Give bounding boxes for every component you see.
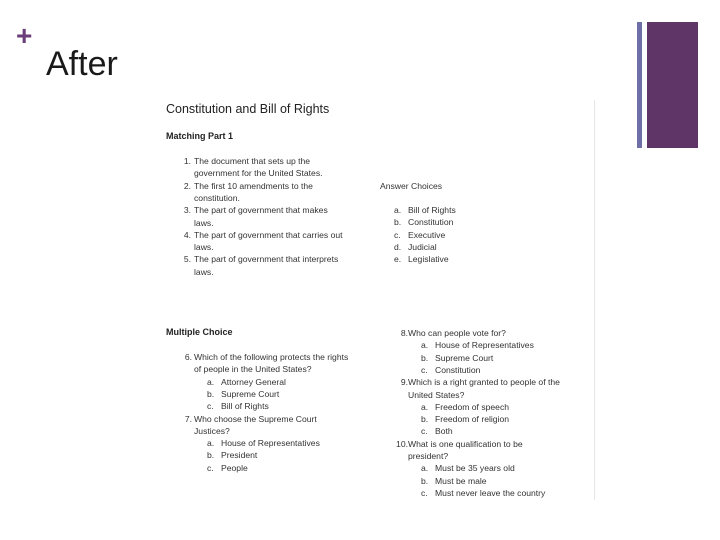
option-letter: a. (207, 438, 215, 449)
question-number: 6. (184, 352, 192, 362)
option-letter: c. (207, 462, 214, 473)
option-letter: c. (421, 487, 428, 498)
option-letter: b. (207, 450, 215, 461)
option-letter: c. (207, 401, 214, 412)
question-text-line: The part of government that makes (194, 205, 328, 216)
answer-text: Bill of Rights (408, 205, 456, 215)
question-number: 5. (183, 254, 191, 265)
question-number: 8. (400, 328, 408, 338)
option-text: Both (435, 426, 453, 437)
question-text-line: Who can people vote for? (408, 328, 506, 338)
option-letter: a. (421, 401, 429, 412)
option-text: Constitution (435, 364, 481, 375)
question-text-line: laws. (194, 242, 214, 253)
answer-text: Judicial (408, 241, 437, 252)
question-number: 10. (396, 438, 408, 449)
answer-text: Constitution (408, 217, 454, 228)
question-text-line: laws. (194, 266, 214, 277)
question-text-line: The part of government that interprets (194, 254, 339, 265)
answer-choices-heading: Answer Choices (380, 181, 443, 191)
question-number: 4. (183, 229, 191, 240)
answer-letter: e. (394, 254, 402, 265)
question-text-line: Which of the following protects the rights (194, 352, 349, 362)
answer-text: Legislative (408, 254, 449, 265)
question-text-line: Which is a right granted to people of the (408, 377, 560, 388)
option-letter: a. (421, 463, 429, 474)
answer-letter: b. (394, 217, 402, 228)
option-text: Must be male (435, 475, 487, 486)
option-text: Must never leave the country (435, 487, 546, 498)
option-letter: b. (421, 414, 429, 425)
question-text-line: The document that sets up the (194, 156, 311, 166)
option-text: Bill of Rights (221, 401, 269, 412)
option-letter: b. (421, 475, 429, 486)
option-text: Supreme Court (435, 352, 494, 363)
question-number: 1. (183, 156, 191, 166)
question-text-line: United States? (408, 389, 465, 400)
question-text-line: What is one qualification to be (408, 438, 523, 449)
option-text: Supreme Court (221, 388, 280, 399)
question-text-line: The part of government that carries out (194, 229, 343, 240)
option-text: Attorney General (221, 376, 286, 387)
option-letter: c. (421, 364, 428, 375)
answer-text: Executive (408, 229, 446, 240)
question-number: 2. (183, 180, 191, 191)
option-text: House of Representatives (435, 340, 534, 351)
worksheet-image (158, 100, 595, 500)
option-letter: a. (207, 376, 215, 387)
question-text-line: laws. (194, 217, 214, 228)
answer-letter: c. (394, 229, 401, 240)
worksheet-title: Constitution and Bill of Rights (166, 102, 330, 116)
question-text-line: of people in the United States? (194, 364, 312, 375)
option-text: Freedom of speech (435, 401, 510, 412)
question-text-line: Who choose the Supreme Court (194, 413, 317, 424)
question-text-line: constitution. (194, 192, 240, 203)
decorative-bar-thick (647, 22, 698, 148)
answer-letter: d. (394, 241, 402, 252)
question-text-line: Justices? (194, 425, 230, 436)
option-letter: b. (421, 352, 429, 363)
question-number: 7. (184, 413, 192, 424)
answer-letter: a. (394, 205, 402, 215)
decorative-bar-thin (637, 22, 642, 148)
multiple-choice-heading: Multiple Choice (166, 327, 233, 337)
option-letter: a. (421, 340, 429, 351)
option-text: Must be 35 years old (435, 463, 515, 474)
question-text-line: The first 10 amendments to the (194, 180, 313, 191)
plus-icon: + (16, 20, 33, 51)
option-text: House of Representatives (221, 438, 320, 449)
option-letter: b. (207, 388, 215, 399)
question-text-line: president? (408, 451, 449, 461)
option-text: President (221, 450, 258, 461)
option-text: People (221, 462, 248, 473)
option-text: Freedom of religion (435, 414, 510, 425)
question-text-line: government for the United States. (194, 168, 323, 179)
option-letter: c. (421, 426, 428, 437)
slide-title: After (46, 45, 118, 83)
matching-heading: Matching Part 1 (166, 131, 234, 141)
question-number: 3. (183, 205, 191, 216)
question-number: 9. (400, 377, 408, 388)
